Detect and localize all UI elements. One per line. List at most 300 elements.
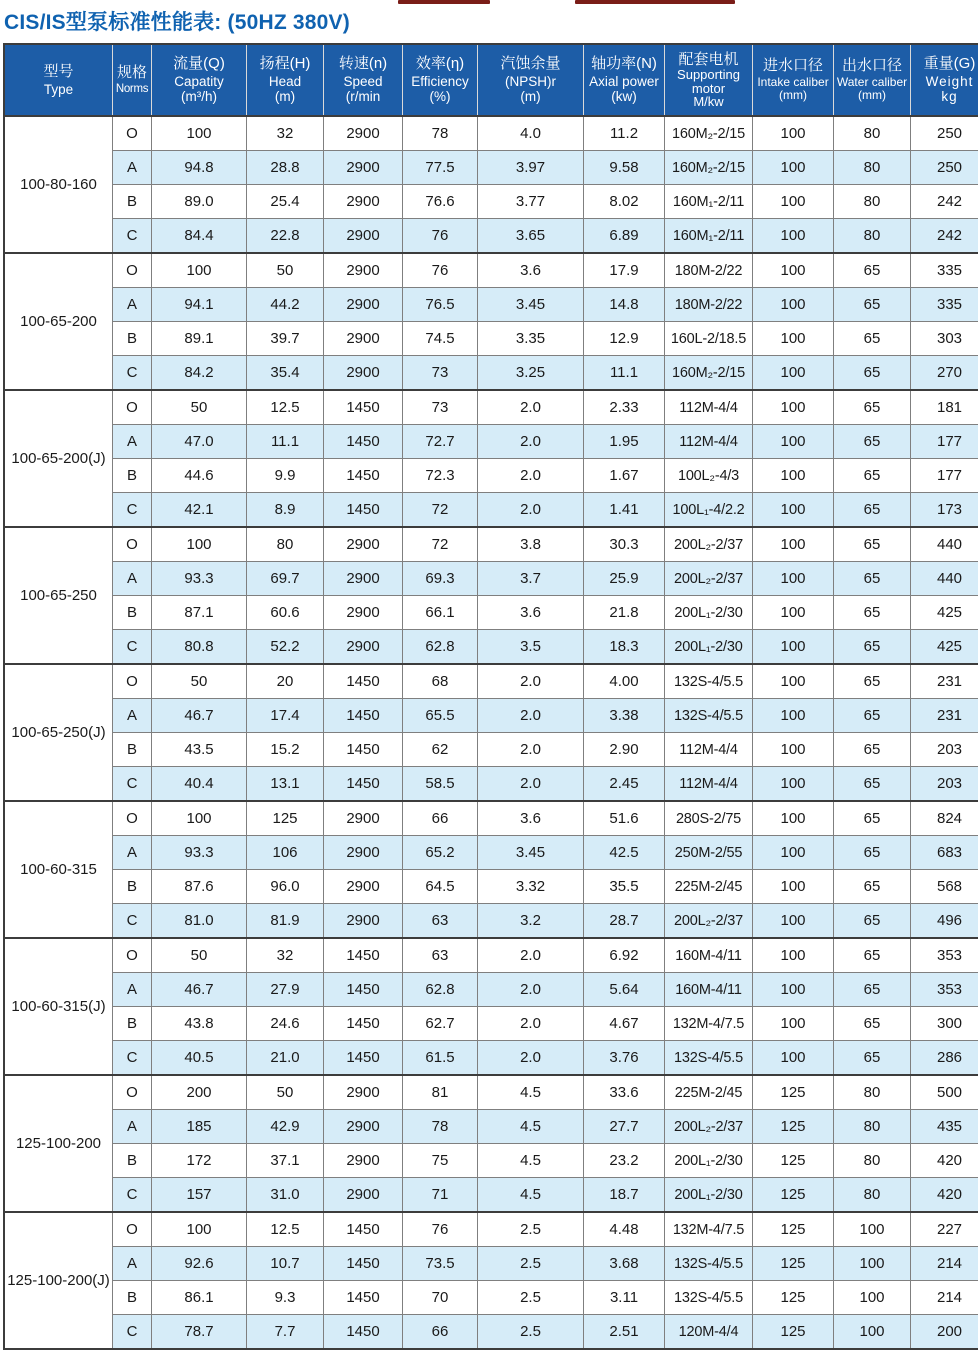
intake-cell: 100 [753, 390, 834, 425]
col-header-zh-label: 流量(Q) [173, 55, 225, 73]
weight-cell: 242 [911, 185, 978, 219]
capacity-cell: 86.1 [152, 1281, 247, 1315]
norm-cell: O [113, 1075, 152, 1110]
npsh-cell: 4.5 [478, 1178, 584, 1213]
motor-cell: 160M₂-2/15 [665, 151, 753, 185]
intake-cell: 100 [753, 151, 834, 185]
clipped-text-fragment [398, 0, 490, 4]
pump-type-cell: 125-100-200(J) [4, 1212, 113, 1349]
outlet-cell: 65 [834, 425, 911, 459]
npsh-cell: 3.97 [478, 151, 584, 185]
col-header-en-label: Type [43, 81, 74, 97]
norm-cell: B [113, 322, 152, 356]
capacity-cell: 80.8 [152, 630, 247, 665]
head-cell: 50 [247, 253, 324, 288]
intake-cell: 100 [753, 425, 834, 459]
col-header-weight [911, 44, 978, 116]
npsh-cell: 3.7 [478, 562, 584, 596]
npsh-cell: 3.6 [478, 596, 584, 630]
capacity-cell: 100 [152, 801, 247, 836]
head-cell: 9.9 [247, 459, 324, 493]
table-row [4, 425, 978, 459]
capacity-cell: 43.5 [152, 733, 247, 767]
capacity-cell: 50 [152, 390, 247, 425]
efficiency-cell: 74.5 [403, 322, 478, 356]
intake-cell: 100 [753, 562, 834, 596]
npsh-cell: 2.5 [478, 1281, 584, 1315]
power-cell: 21.8 [584, 596, 665, 630]
col-header-en-label: (mm) [779, 88, 807, 103]
norm-cell: O [113, 1212, 152, 1247]
capacity-cell: 81.0 [152, 904, 247, 939]
motor-cell: 280S-2/75 [665, 801, 753, 836]
capacity-cell: 43.8 [152, 1007, 247, 1041]
weight-cell: 181 [911, 390, 978, 425]
norm-cell: A [113, 425, 152, 459]
head-cell: 39.7 [247, 322, 324, 356]
npsh-cell: 2.5 [478, 1212, 584, 1247]
motor-cell: 200L₁-2/30 [665, 596, 753, 630]
weight-cell: 227 [911, 1212, 978, 1247]
motor-cell: 160M-4/11 [665, 938, 753, 973]
motor-cell: 112M-4/4 [665, 425, 753, 459]
table-row [4, 1281, 978, 1315]
outlet-cell: 65 [834, 904, 911, 939]
col-header-zh-label: 汽蚀余量 [500, 55, 561, 73]
table-row [4, 836, 978, 870]
power-cell: 42.5 [584, 836, 665, 870]
speed-cell: 1450 [324, 1281, 403, 1315]
head-cell: 12.5 [247, 390, 324, 425]
outlet-cell: 100 [834, 1212, 911, 1247]
power-cell: 2.33 [584, 390, 665, 425]
power-cell: 3.38 [584, 699, 665, 733]
weight-cell: 177 [911, 425, 978, 459]
intake-cell: 100 [753, 1041, 834, 1076]
outlet-cell: 80 [834, 1144, 911, 1178]
intake-cell: 100 [753, 938, 834, 973]
head-cell: 60.6 [247, 596, 324, 630]
npsh-cell: 4.5 [478, 1075, 584, 1110]
power-cell: 28.7 [584, 904, 665, 939]
capacity-cell: 84.2 [152, 356, 247, 391]
npsh-cell: 2.0 [478, 425, 584, 459]
speed-cell: 2900 [324, 870, 403, 904]
efficiency-cell: 66.1 [403, 596, 478, 630]
norm-cell: B [113, 596, 152, 630]
intake-cell: 100 [753, 288, 834, 322]
col-header-npsh [478, 44, 584, 116]
speed-cell: 1450 [324, 767, 403, 802]
table-row [4, 870, 978, 904]
capacity-cell: 100 [152, 527, 247, 562]
weight-cell: 214 [911, 1247, 978, 1281]
motor-cell: 200L₁-2/30 [665, 1178, 753, 1213]
efficiency-cell: 76 [403, 1212, 478, 1247]
npsh-cell: 3.8 [478, 527, 584, 562]
pump-type-cell: 100-60-315(J) [4, 938, 113, 1075]
pump-type-cell: 100-65-250 [4, 527, 113, 664]
npsh-cell: 3.65 [478, 219, 584, 254]
table-row [4, 938, 978, 973]
speed-cell: 2900 [324, 904, 403, 939]
speed-cell: 1450 [324, 664, 403, 699]
norm-cell: C [113, 356, 152, 391]
outlet-cell: 65 [834, 527, 911, 562]
speed-cell: 1450 [324, 1212, 403, 1247]
table-row [4, 801, 978, 836]
efficiency-cell: 76.5 [403, 288, 478, 322]
npsh-cell: 2.0 [478, 973, 584, 1007]
motor-cell: 160M₁-2/11 [665, 185, 753, 219]
power-cell: 30.3 [584, 527, 665, 562]
weight-cell: 286 [911, 1041, 978, 1076]
power-cell: 11.1 [584, 356, 665, 391]
norm-cell: B [113, 870, 152, 904]
norm-cell: C [113, 904, 152, 939]
head-cell: 12.5 [247, 1212, 324, 1247]
capacity-cell: 40.5 [152, 1041, 247, 1076]
efficiency-cell: 62 [403, 733, 478, 767]
motor-cell: 225M-2/45 [665, 870, 753, 904]
speed-cell: 1450 [324, 459, 403, 493]
weight-cell: 250 [911, 151, 978, 185]
outlet-cell: 65 [834, 596, 911, 630]
weight-cell: 177 [911, 459, 978, 493]
speed-cell: 2900 [324, 151, 403, 185]
speed-cell: 2900 [324, 562, 403, 596]
col-header-zh-label: 重量(G) [923, 55, 976, 73]
pump-type-cell: 100-60-315 [4, 801, 113, 938]
efficiency-cell: 72 [403, 493, 478, 528]
power-cell: 18.7 [584, 1178, 665, 1213]
npsh-cell: 2.5 [478, 1247, 584, 1281]
intake-cell: 100 [753, 904, 834, 939]
pump-performance-table [3, 43, 978, 1350]
weight-cell: 300 [911, 1007, 978, 1041]
outlet-cell: 65 [834, 664, 911, 699]
motor-cell: 132S-4/5.5 [665, 699, 753, 733]
table-row [4, 116, 978, 151]
norm-cell: B [113, 1007, 152, 1041]
speed-cell: 2900 [324, 322, 403, 356]
table-header [4, 44, 978, 116]
power-cell: 6.89 [584, 219, 665, 254]
intake-cell: 100 [753, 699, 834, 733]
pump-type-cell: 100-80-160 [4, 116, 113, 253]
speed-cell: 1450 [324, 1247, 403, 1281]
pump-type-cell: 100-65-200 [4, 253, 113, 390]
efficiency-cell: 71 [403, 1178, 478, 1213]
power-cell: 4.48 [584, 1212, 665, 1247]
power-cell: 3.76 [584, 1041, 665, 1076]
table-row [4, 151, 978, 185]
npsh-cell: 4.5 [478, 1110, 584, 1144]
head-cell: 44.2 [247, 288, 324, 322]
intake-cell: 100 [753, 836, 834, 870]
head-cell: 8.9 [247, 493, 324, 528]
col-header-en-label: M/kw [693, 94, 724, 110]
col-header-efficiency [403, 44, 478, 116]
norm-cell: O [113, 664, 152, 699]
capacity-cell: 185 [152, 1110, 247, 1144]
col-header-en-label: motor [691, 80, 726, 96]
power-cell: 3.11 [584, 1281, 665, 1315]
norm-cell: C [113, 1178, 152, 1213]
motor-cell: 180M-2/22 [665, 253, 753, 288]
speed-cell: 2900 [324, 1075, 403, 1110]
outlet-cell: 80 [834, 185, 911, 219]
outlet-cell: 65 [834, 356, 911, 391]
capacity-cell: 93.3 [152, 836, 247, 870]
motor-cell: 132S-4/5.5 [665, 1247, 753, 1281]
table-row [4, 1315, 978, 1350]
outlet-cell: 65 [834, 699, 911, 733]
power-cell: 1.95 [584, 425, 665, 459]
motor-cell: 100L₂-4/3 [665, 459, 753, 493]
header-row [4, 44, 978, 116]
efficiency-cell: 78 [403, 116, 478, 151]
npsh-cell: 4.5 [478, 1144, 584, 1178]
norm-cell: A [113, 1110, 152, 1144]
motor-cell: 200L₂-2/37 [665, 1110, 753, 1144]
power-cell: 4.00 [584, 664, 665, 699]
table-row [4, 288, 978, 322]
motor-cell: 200L₂-2/37 [665, 562, 753, 596]
power-cell: 17.9 [584, 253, 665, 288]
capacity-cell: 92.6 [152, 1247, 247, 1281]
power-cell: 1.41 [584, 493, 665, 528]
efficiency-cell: 70 [403, 1281, 478, 1315]
capacity-cell: 94.8 [152, 151, 247, 185]
speed-cell: 2900 [324, 801, 403, 836]
speed-cell: 1450 [324, 1007, 403, 1041]
npsh-cell: 3.35 [478, 322, 584, 356]
intake-cell: 100 [753, 356, 834, 391]
npsh-cell: 2.0 [478, 767, 584, 802]
table-row [4, 562, 978, 596]
intake-cell: 100 [753, 219, 834, 254]
col-header-zh-label: 配套电机 [678, 50, 739, 68]
power-cell: 5.64 [584, 973, 665, 1007]
col-header-zh-label: 进水口径 [762, 56, 823, 74]
motor-cell: 225M-2/45 [665, 1075, 753, 1110]
head-cell: 24.6 [247, 1007, 324, 1041]
weight-cell: 420 [911, 1178, 978, 1213]
motor-cell: 120M-4/4 [665, 1315, 753, 1350]
capacity-cell: 89.0 [152, 185, 247, 219]
motor-cell: 132S-4/5.5 [665, 664, 753, 699]
norm-cell: C [113, 493, 152, 528]
efficiency-cell: 66 [403, 801, 478, 836]
head-cell: 31.0 [247, 1178, 324, 1213]
power-cell: 14.8 [584, 288, 665, 322]
col-header-en-label: (NPSH)r [505, 73, 556, 89]
head-cell: 13.1 [247, 767, 324, 802]
table-body [4, 116, 978, 1349]
motor-cell: 112M-4/4 [665, 390, 753, 425]
npsh-cell: 2.0 [478, 1041, 584, 1076]
weight-cell: 435 [911, 1110, 978, 1144]
capacity-cell: 42.1 [152, 493, 247, 528]
motor-cell: 180M-2/22 [665, 288, 753, 322]
power-cell: 1.67 [584, 459, 665, 493]
intake-cell: 100 [753, 459, 834, 493]
head-cell: 28.8 [247, 151, 324, 185]
intake-cell: 125 [753, 1281, 834, 1315]
weight-cell: 353 [911, 973, 978, 1007]
head-cell: 15.2 [247, 733, 324, 767]
table-row [4, 973, 978, 1007]
table-row [4, 1110, 978, 1144]
table-row [4, 493, 978, 528]
col-header-zh-label: 型号 [43, 62, 74, 80]
efficiency-cell: 64.5 [403, 870, 478, 904]
col-header-en-label: Head [268, 73, 302, 89]
head-cell: 25.4 [247, 185, 324, 219]
weight-cell: 568 [911, 870, 978, 904]
outlet-cell: 65 [834, 870, 911, 904]
efficiency-cell: 76 [403, 253, 478, 288]
npsh-cell: 3.6 [478, 253, 584, 288]
motor-cell: 200L₂-2/37 [665, 527, 753, 562]
intake-cell: 100 [753, 596, 834, 630]
intake-cell: 100 [753, 767, 834, 802]
motor-cell: 112M-4/4 [665, 733, 753, 767]
power-cell: 25.9 [584, 562, 665, 596]
norm-cell: B [113, 733, 152, 767]
efficiency-cell: 73 [403, 356, 478, 391]
npsh-cell: 3.5 [478, 630, 584, 665]
speed-cell: 1450 [324, 938, 403, 973]
weight-cell: 231 [911, 699, 978, 733]
weight-cell: 242 [911, 219, 978, 254]
efficiency-cell: 62.7 [403, 1007, 478, 1041]
outlet-cell: 65 [834, 288, 911, 322]
norm-cell: A [113, 836, 152, 870]
npsh-cell: 3.25 [478, 356, 584, 391]
head-cell: 32 [247, 116, 324, 151]
pump-type-cell: 100-65-250(J) [4, 664, 113, 801]
speed-cell: 2900 [324, 1178, 403, 1213]
table-row [4, 904, 978, 939]
table-row [4, 1178, 978, 1213]
head-cell: 17.4 [247, 699, 324, 733]
weight-cell: 353 [911, 938, 978, 973]
weight-cell: 425 [911, 630, 978, 665]
intake-cell: 100 [753, 630, 834, 665]
npsh-cell: 2.0 [478, 699, 584, 733]
col-header-head [247, 44, 324, 116]
capacity-cell: 78.7 [152, 1315, 247, 1350]
col-header-en-label: (r/min [345, 89, 381, 105]
table-row [4, 1144, 978, 1178]
outlet-cell: 100 [834, 1247, 911, 1281]
col-header-en-label: Axial power [589, 73, 659, 89]
table-row [4, 767, 978, 802]
intake-cell: 100 [753, 870, 834, 904]
power-cell: 51.6 [584, 801, 665, 836]
npsh-cell: 4.0 [478, 116, 584, 151]
table-row [4, 185, 978, 219]
efficiency-cell: 73.5 [403, 1247, 478, 1281]
col-header-zh-label: 规格 [116, 64, 147, 82]
table-row [4, 1212, 978, 1247]
capacity-cell: 157 [152, 1178, 247, 1213]
col-header-intake [753, 44, 834, 116]
speed-cell: 2900 [324, 596, 403, 630]
intake-cell: 100 [753, 664, 834, 699]
col-header-en-label: (%) [429, 89, 451, 105]
intake-cell: 125 [753, 1075, 834, 1110]
speed-cell: 1450 [324, 425, 403, 459]
speed-cell: 1450 [324, 390, 403, 425]
efficiency-cell: 69.3 [403, 562, 478, 596]
motor-cell: 160L-2/18.5 [665, 322, 753, 356]
col-header-en-label: Capatity [174, 73, 224, 89]
capacity-cell: 200 [152, 1075, 247, 1110]
table-row [4, 1007, 978, 1041]
speed-cell: 2900 [324, 253, 403, 288]
table-row [4, 699, 978, 733]
weight-cell: 214 [911, 1281, 978, 1315]
outlet-cell: 80 [834, 1178, 911, 1213]
capacity-cell: 89.1 [152, 322, 247, 356]
head-cell: 7.7 [247, 1315, 324, 1350]
head-cell: 22.8 [247, 219, 324, 254]
col-header-en-label: (m) [274, 89, 296, 105]
efficiency-cell: 81 [403, 1075, 478, 1110]
col-header-capacity [152, 44, 247, 116]
motor-cell: 100L₁-4/2.2 [665, 493, 753, 528]
norm-cell: O [113, 253, 152, 288]
norm-cell: B [113, 1281, 152, 1315]
col-header-en-label: Water caliber [836, 74, 908, 89]
weight-cell: 500 [911, 1075, 978, 1110]
col-header-en-label: Weight [925, 73, 974, 89]
efficiency-cell: 58.5 [403, 767, 478, 802]
power-cell: 23.2 [584, 1144, 665, 1178]
motor-cell: 112M-4/4 [665, 767, 753, 802]
intake-cell: 100 [753, 801, 834, 836]
efficiency-cell: 62.8 [403, 973, 478, 1007]
npsh-cell: 3.45 [478, 288, 584, 322]
speed-cell: 2900 [324, 185, 403, 219]
speed-cell: 2900 [324, 116, 403, 151]
outlet-cell: 100 [834, 1315, 911, 1350]
motor-cell: 160M₂-2/15 [665, 356, 753, 391]
table-row [4, 596, 978, 630]
outlet-cell: 65 [834, 733, 911, 767]
norm-cell: A [113, 699, 152, 733]
outlet-cell: 65 [834, 973, 911, 1007]
outlet-cell: 65 [834, 767, 911, 802]
table-row [4, 1247, 978, 1281]
efficiency-cell: 65.2 [403, 836, 478, 870]
npsh-cell: 2.0 [478, 733, 584, 767]
power-cell: 2.51 [584, 1315, 665, 1350]
npsh-cell: 3.32 [478, 870, 584, 904]
head-cell: 80 [247, 527, 324, 562]
npsh-cell: 3.77 [478, 185, 584, 219]
table-row [4, 356, 978, 391]
motor-cell: 200L₁-2/30 [665, 1144, 753, 1178]
norm-cell: A [113, 151, 152, 185]
norm-cell: B [113, 1144, 152, 1178]
table-row [4, 630, 978, 665]
intake-cell: 100 [753, 185, 834, 219]
outlet-cell: 65 [834, 493, 911, 528]
